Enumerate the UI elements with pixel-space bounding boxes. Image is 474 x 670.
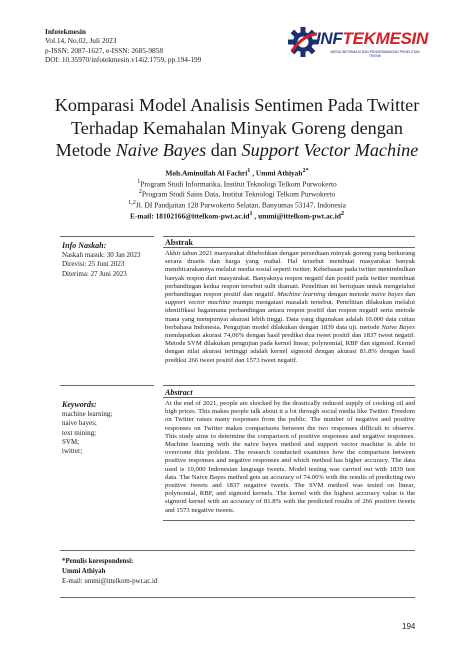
- keywords-heading: Keywords:: [62, 400, 97, 409]
- divider: [163, 397, 415, 398]
- divider: [163, 385, 415, 386]
- keyword: twitter;: [62, 447, 83, 456]
- correspondence-heading: *Penulis korespondensi:: [62, 558, 134, 565]
- author-names: Moh.Aminullah Al Fachri$^1$ , Ummi Athiyah$^{2*}$: [165, 168, 309, 178]
- divider: [60, 236, 154, 237]
- keyword: naive bayes;: [62, 419, 97, 428]
- correspondence-name: Ummi Athiyah: [62, 568, 106, 575]
- keyword: text mining;: [62, 428, 97, 437]
- abstract-text: At the end of 2021, people are shocked by the drastically reduced supply of cooking oil and high prices. This makes people talk about it a lot through social media like Twitter. Freedom on Twitter raises many responses from the public. The number of negative and positive responses on Twitter makes comparisons between the two responses difficult to observe. This study aims to determine the comparison of positive responses and negative responses. Machine learning with the naive bayes method and support vector machine is able to overcome this problem. The research conducted examines how the comparison between positive responses and negative responses and which method has higher accuracy. The data used is 10,000 Indonesian language tweets. Model testing was carried out with 1839 test data. The Naive Bayes method gets an accuracy of 74.06% with the results of predicting two positive tweets and 1837 negative tweets. The SVM method was tested on linear, polynomial, RBF, and sigmoid kernels. The kernel with the highest accuracy value is the sigmoid kernel with an accuracy of 81.8% with the predicted results of 266 positive tweets and 1573 negative tweets.: [165, 400, 415, 514]
- correspondence-block: [62, 557, 157, 587]
- info-heading: Info Naskah:: [62, 241, 107, 250]
- journal-name: Infotekmesin: [45, 27, 86, 36]
- abstrak-heading: Abstrak: [165, 238, 194, 247]
- divider: [60, 597, 415, 598]
- affiliation-1: $^1$Program Studi Informatika, Institut Teknologi Telkom Purwokerto: [137, 178, 337, 189]
- divider: [60, 550, 415, 551]
- accepted-date: Diterima: 27 Juni 2023: [62, 269, 127, 278]
- received-date: Naskah masuk: 30 Jan 2023: [62, 251, 141, 259]
- keyword: SVM;: [62, 437, 80, 446]
- divider: [163, 247, 415, 248]
- page-number: 194: [402, 622, 416, 631]
- divider: [163, 520, 415, 521]
- journal-doi: DOI: 10.35970/infotekmesin.v14i2.1759, pp.194-199: [45, 54, 202, 64]
- title-line: Metode Naive Bayes dan Support Vector Machine: [55, 140, 419, 160]
- abstract-heading: Abstract: [165, 388, 193, 397]
- logo-wordmark: INFTEKMESIN: [316, 29, 428, 48]
- paper-title: [40, 94, 434, 162]
- author-emails: E-mail: $18102166@ittelkom-pwt.ac.id^1$ , $ummi@ittelkom-pwt.ac.id^2$: [129, 210, 345, 221]
- journal-header: [45, 27, 201, 64]
- divider: [60, 385, 154, 386]
- journal-volume: Vol.14, No.02, Juli 2023: [45, 36, 117, 46]
- divider: [163, 236, 415, 237]
- keywords-list: [62, 410, 112, 456]
- authors-block: [60, 167, 414, 220]
- abstrak-text: Akhir tahun 2021 masyarakat dihebohkan dengan persediaan minyak goreng yang berkurang secara drastis dan harga yang mahal. Hal tersebut membuat masyarakat banyak membicarakannya melalui media sosial seperti twitter. Kebebasan pada twitter menimbulkan banyak respon dari masyarakat. Banyaknya respon negatif dan positif pada twitter membuat perbandingan kedua respon tersebut sulit diamati. Penelitian ini bertujuan untuk mengetahui perbandingan respon positif dan negatif. Machine learning dengan metode naive bayes dan support vector machine mampu mengatasi masalah tersebut. Penelitian dilakukan melalui identifikasi bagaimana perbandingan antara respon positif dan respon negatif serta metode mana yang mempunyai akurasi lebih tinggi. Data yang digunakan adalah 10.000 data cuitan berbahasa Indonesia. Pengujian model dilakukan dengan 1839 data uji. metode Naive Bayes mendapatkan akurasi 74,06% dengan hasil prediksi dua tweet positif dan 1837 tweet negatif. Metode SVM dilakukan pengujian pada kernel linear, polynomial, RBF dan sigmoid. Kernel dengan nilai akurasi tertinggi adalah kernel sigmoid dengan akurasi 81.8% dengan hasil prediksi 266 tweet positif dan 1573 tweet negatif.: [165, 250, 415, 364]
- title-line: Komparasi Model Analisis Sentimen Pada Twitter: [54, 95, 420, 115]
- revised-date: Direvisi: 25 Juni 2023: [62, 260, 125, 269]
- title-line: Terhadap Kemahalan Minyak Goreng dengan: [70, 117, 404, 138]
- journal-logo: [286, 22, 426, 62]
- logo-subtitle: MEDIA INFORMASI DAN PENGEMBANGAN PENELITIAN TEKNIK: [330, 50, 420, 59]
- keyword: machine learning;: [62, 410, 113, 418]
- info-dates: [62, 251, 141, 279]
- journal-issn: p-ISSN: 2087-1627, e-ISSN: 2685-9858: [45, 45, 163, 55]
- affiliation-2: $^2$Program Studi Sains Data, Institut Teknologi Telkom Purwokerto: [138, 189, 336, 199]
- affiliation-address: $^{1,2}$Jl. DI Pandjaitan 128 Purwokerto Selatan, Banyumas 53147, Indonesia: [128, 200, 346, 210]
- gear-icon: [286, 25, 320, 59]
- correspondence-email: E-mail: ummi@ittelkom-pwt.ac.id: [62, 578, 158, 585]
